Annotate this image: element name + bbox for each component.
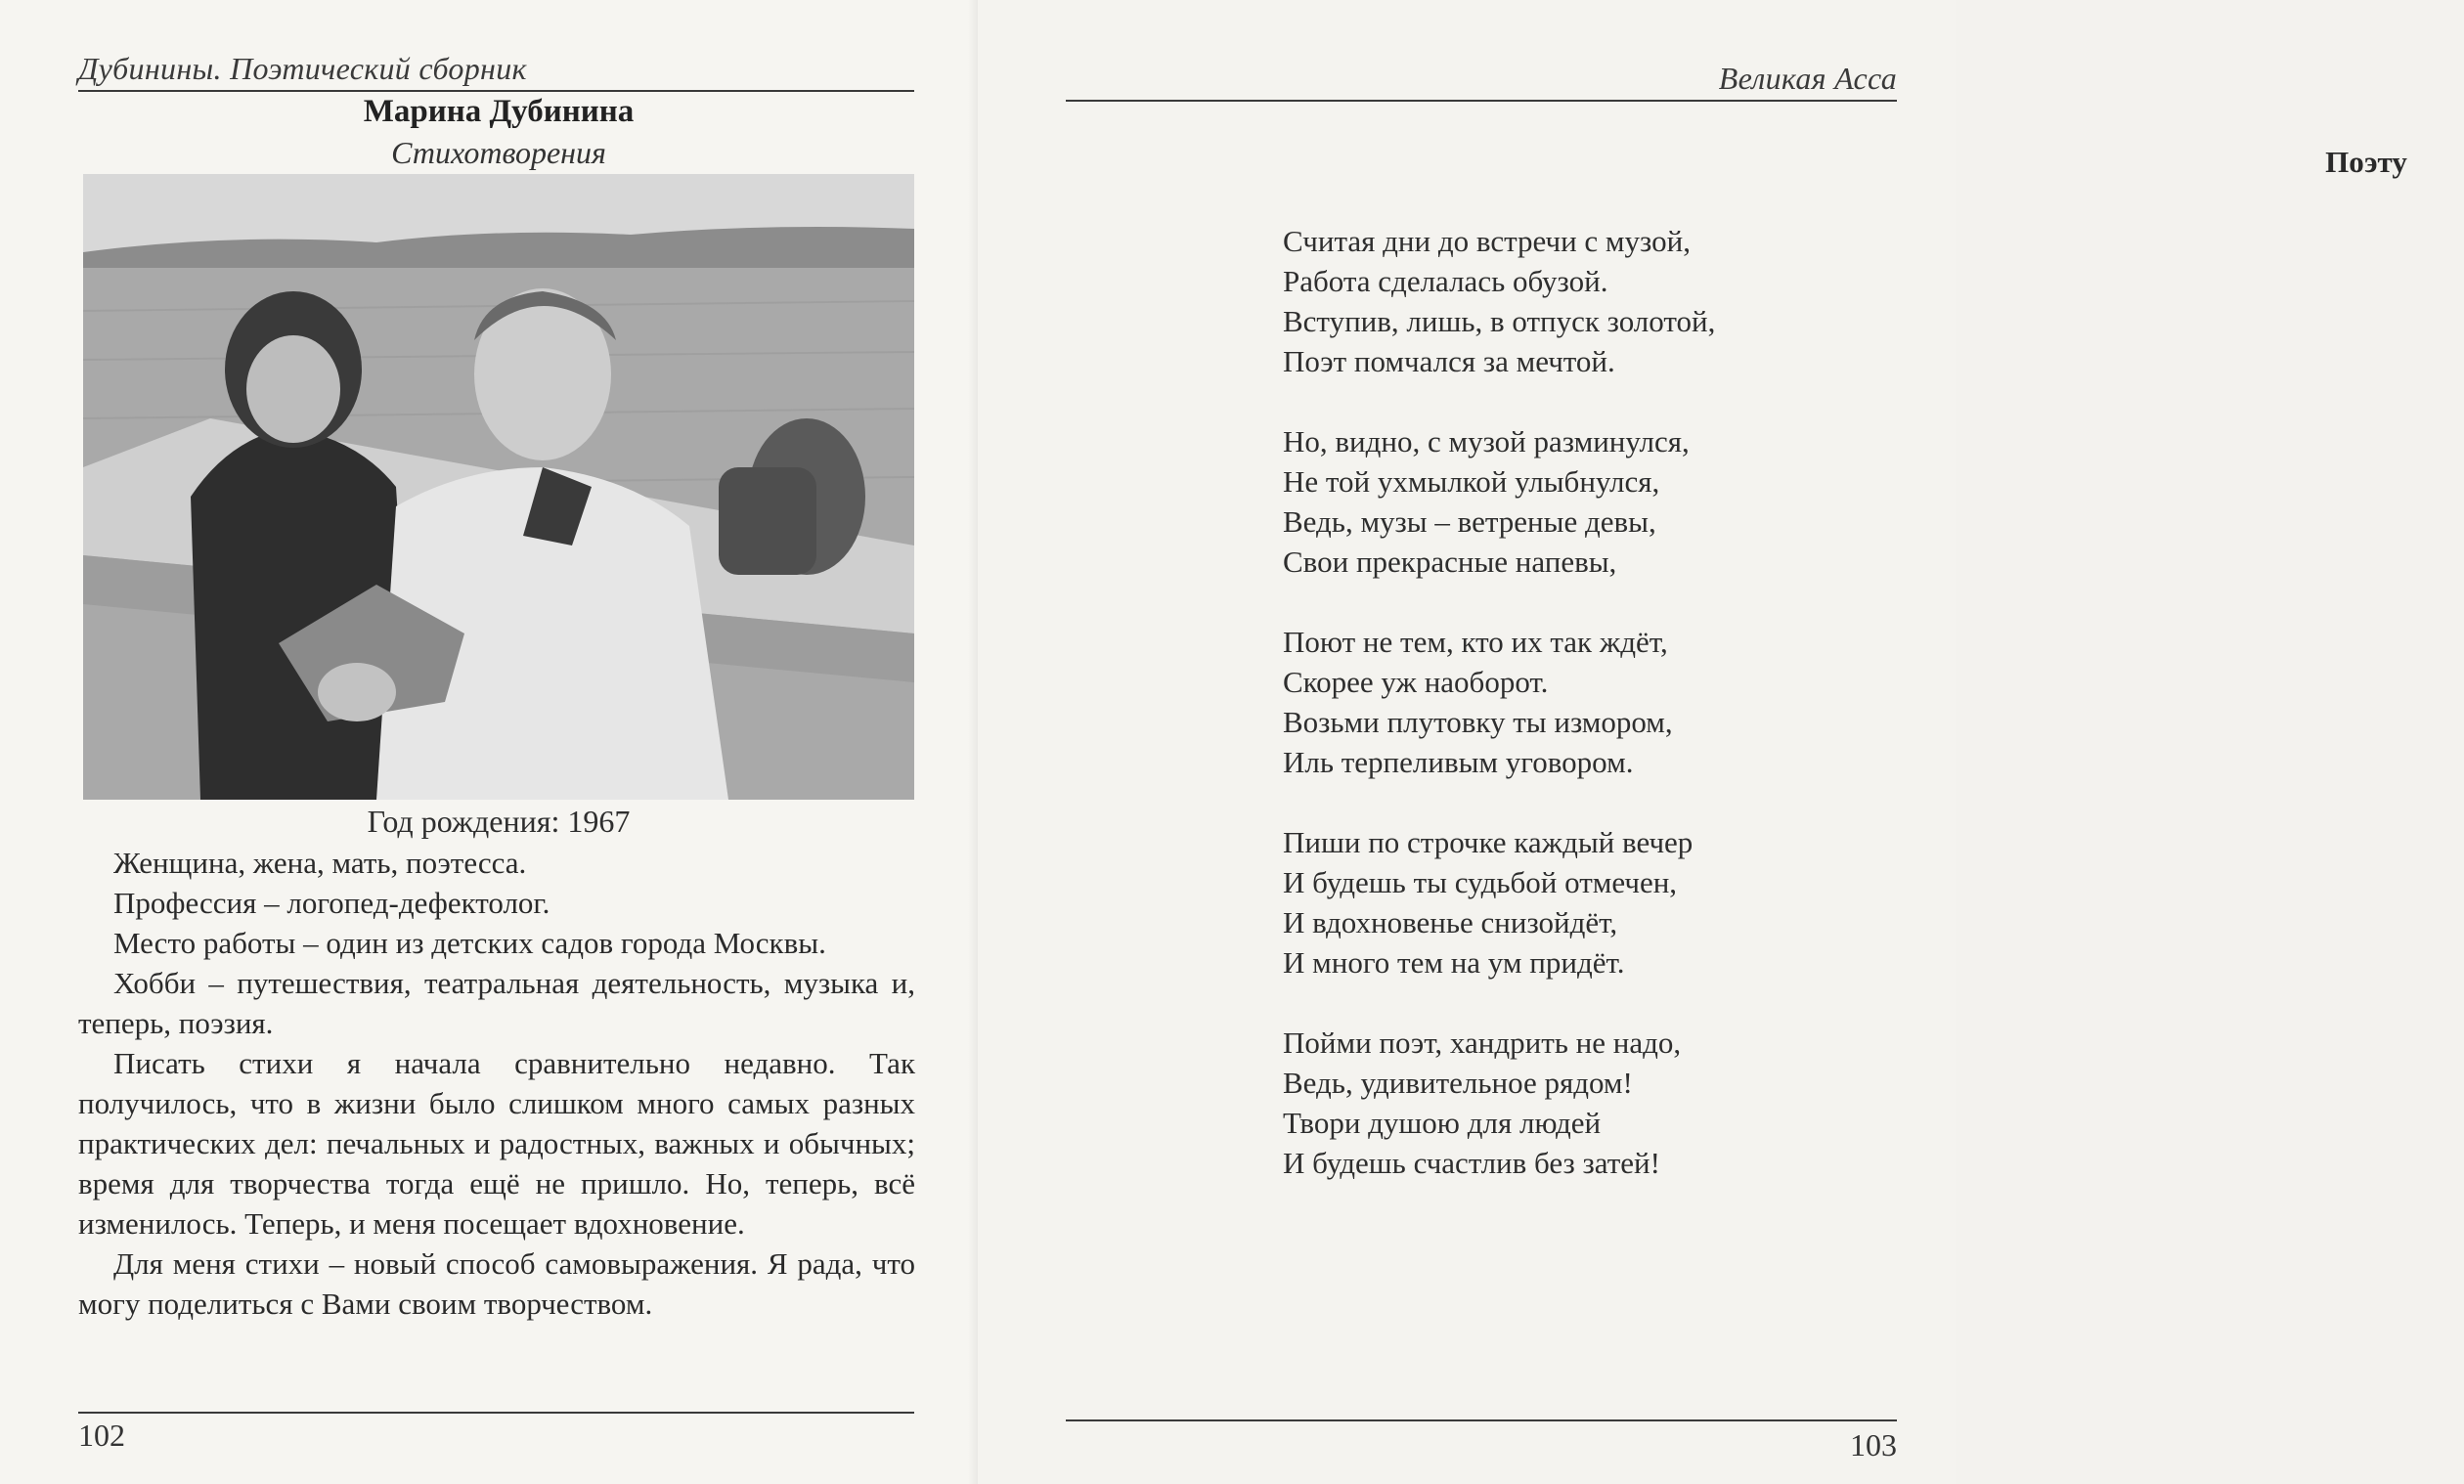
footer-rule-right [1066, 1419, 1897, 1421]
running-head-right: Великая Асса [1718, 61, 1897, 96]
poem-line: Скорее уж наоборот. [1283, 665, 1549, 699]
author-name: Марина Дубинина [363, 94, 635, 129]
header-rule-left [78, 90, 914, 92]
poem-line: Но, видно, с музой разминулся, [1283, 424, 1690, 458]
poem-line: Работа сделалась обузой. [1283, 264, 1608, 298]
poem-line: Ведь, музы – ветреные девы, [1283, 504, 1656, 539]
poem-line: И будешь счастлив без затей! [1283, 1146, 1660, 1180]
bio-paragraph: Для меня стихи – новый способ самовыражения. Я рада, что могу поделиться с Вами своим творчеством. [78, 1246, 915, 1321]
poem-stanza [1283, 622, 1715, 782]
page-number-right: 103 [1850, 1427, 1897, 1462]
poem-line: Поют не тем, кто их так ждёт, [1283, 625, 1668, 659]
poem-line: И вдохновенье снизойдёт, [1283, 905, 1618, 939]
poem-line: Вступив, лишь, в отпуск золотой, [1283, 304, 1716, 338]
left-page [0, 0, 978, 1484]
poem-line: Твори душою для людей [1283, 1106, 1602, 1140]
header-rule-right [1066, 100, 1897, 102]
poem-stanza [1283, 822, 1715, 982]
poem-line: Пойми поэт, хандрить не надо, [1283, 1026, 1682, 1060]
poem-line: И много тем на ум придёт. [1283, 945, 1625, 980]
section-subtitle: Стихотворения [391, 135, 606, 170]
poem-line: Поэт помчался за мечтой. [1283, 344, 1615, 378]
poem-line: Пиши по строчке каждый вечер [1283, 825, 1694, 859]
poem-line: И будешь ты судьбой отмечен, [1283, 865, 1678, 899]
page-number-left: 102 [78, 1418, 125, 1453]
running-head-left: Дубинины. Поэтический сборник [78, 51, 527, 86]
footer-rule-left [78, 1412, 914, 1414]
poem-stanza [1283, 421, 1715, 582]
poem-line: Иль терпеливым уговором. [1283, 745, 1634, 779]
bio-paragraph: Писать стихи я начала сравнительно недавно. Так получилось, что в жизни было слишком много самых разных практических дел: печальных и радостных, важных и обычных; время для творчества тогда ещё не пришло. Но, теперь, всё изменилось. Теперь, и меня посещает вдохновение. [78, 1046, 915, 1241]
poem-body [1283, 221, 1715, 1223]
author-bio [78, 843, 915, 1324]
right-page [978, 0, 2407, 1484]
author-photo [83, 174, 914, 800]
bio-paragraph: Женщина, жена, мать, поэтесса. [113, 846, 527, 880]
poem-line: Ведь, удивительное рядом! [1283, 1066, 1633, 1100]
bio-paragraph: Хобби – путешествия, театральная деятельность, музыка и, теперь, поэзия. [78, 966, 915, 1040]
bio-paragraph: Место работы – один из детских садов города Москвы. [113, 926, 826, 960]
poem-line: Не той ухмылкой улыбнулся, [1283, 464, 1660, 499]
poem-line: Возьми плутовку ты измором, [1283, 705, 1673, 739]
poem-stanza [1283, 1023, 1715, 1183]
poem-stanza [1283, 221, 1715, 381]
bio-paragraph: Профессия – логопед-дефектолог. [113, 886, 550, 920]
poem-title: Поэту [2325, 145, 2407, 179]
poem-line: Считая дни до встречи с музой, [1283, 224, 1691, 258]
poem-line: Свои прекрасные напевы, [1283, 545, 1617, 579]
birth-year-caption: Год рождения: 1967 [367, 804, 631, 839]
